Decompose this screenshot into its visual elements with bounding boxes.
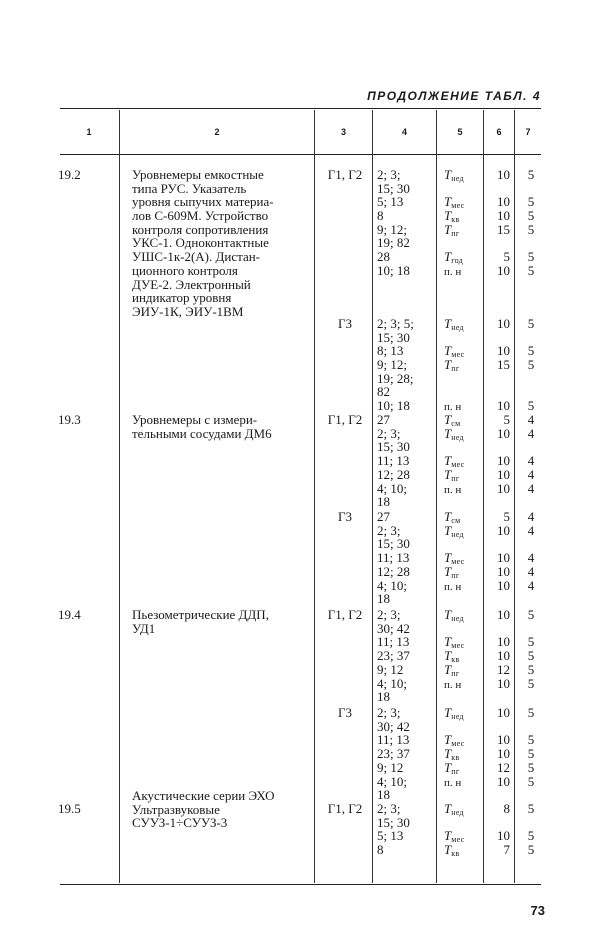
interval-values: 10; 18	[377, 262, 410, 278]
table-top-rule	[60, 108, 541, 109]
value-col6: 10	[497, 480, 510, 496]
interval-values: 2; 3; 15; 30	[377, 425, 410, 455]
value-col7: 5	[527, 773, 535, 789]
column-divider	[514, 110, 515, 883]
value-col6: 10	[497, 466, 510, 482]
period-type: $T_{пг}$	[444, 563, 460, 580]
group-code: Г1, Г2	[327, 801, 363, 816]
interval-values: 2; 3; 15; 30	[377, 522, 410, 552]
value-col6: 10	[497, 398, 510, 414]
interval-values: 28	[377, 249, 390, 265]
period-type: $T_{кв}$	[444, 842, 460, 859]
interval-values: 8	[377, 842, 384, 858]
interval-values: 5; 13	[377, 194, 404, 210]
period-type: $T_{пг}$	[444, 661, 460, 678]
table-bottom-rule	[60, 884, 541, 885]
value-col7: 5	[527, 828, 535, 844]
value-col7: 5	[527, 167, 535, 182]
value-col7: 5	[527, 343, 535, 359]
period-type: $T_{пг}$	[444, 221, 460, 238]
column-header-5: 5	[457, 127, 463, 137]
interval-values: 10; 18	[377, 398, 410, 414]
value-col6: 10	[497, 563, 510, 579]
group-code: Г3	[337, 316, 352, 331]
value-col7: 5	[527, 357, 535, 373]
interval-values: 8; 13	[377, 343, 404, 359]
interval-values: 9; 12	[377, 759, 404, 775]
row-number: 19.3	[58, 412, 81, 427]
period-type: п. н	[444, 401, 462, 414]
value-col7: 5	[527, 759, 535, 775]
device-description: Акустические серии ЭХО Ультразвуковые СУУЗ-1÷СУУЗ-3	[132, 788, 275, 831]
value-col6: 10	[497, 194, 510, 210]
value-col6: 10	[497, 828, 510, 844]
value-col7: 5	[527, 316, 535, 331]
period-type: $T_{кв}$	[444, 208, 460, 225]
value-col6: 10	[497, 634, 510, 650]
value-col6: 15	[497, 357, 510, 373]
interval-values: 4; 10; 18	[377, 480, 407, 510]
group-code: Г1, Г2	[327, 167, 363, 182]
group-code: Г1, Г2	[327, 412, 363, 427]
value-col7: 5	[527, 249, 535, 265]
period-type: $T_{мес}$	[444, 343, 465, 360]
value-col6: 10	[497, 453, 510, 469]
interval-values: 27	[377, 509, 390, 524]
period-type: $T_{кв}$	[444, 746, 460, 763]
period-type: $T_{мес}$	[444, 828, 465, 845]
column-header-3: 3	[340, 127, 346, 137]
value-col6: 10	[497, 732, 510, 748]
period-type: $T_{нед}$	[444, 425, 464, 442]
value-col7: 5	[527, 648, 535, 664]
value-col7: 5	[527, 221, 535, 237]
value-col7: 5	[527, 661, 535, 677]
interval-values: 23; 37	[377, 746, 410, 762]
row-number: 19.2	[58, 167, 81, 182]
value-col6: 10	[497, 208, 510, 224]
value-col7: 5	[527, 398, 535, 414]
column-divider	[119, 110, 120, 883]
row-number: 19.4	[58, 607, 81, 622]
value-col6: 10	[497, 705, 510, 720]
period-type: $T_{мес}$	[444, 550, 465, 567]
value-col7: 4	[527, 563, 535, 579]
value-col6: 10	[497, 167, 510, 182]
period-type: $T_{мес}$	[444, 732, 465, 749]
value-col7: 5	[527, 607, 535, 622]
value-col6: 12	[497, 661, 510, 677]
interval-values: 12; 28	[377, 466, 410, 482]
period-type: п. н	[444, 776, 462, 789]
interval-values: 11; 13	[377, 550, 410, 566]
period-type: п. н	[444, 580, 462, 593]
value-col7: 4	[527, 480, 535, 496]
value-col7: 5	[527, 732, 535, 748]
table-continuation-title: ПРОДОЛЖЕНИЕ ТАБЛ. 4	[367, 89, 541, 103]
interval-values: 2; 3; 30; 42	[377, 705, 410, 734]
interval-values: 12; 28	[377, 563, 410, 579]
period-type: $T_{см}$	[444, 509, 461, 525]
value-col7: 5	[527, 262, 535, 278]
value-col7: 5	[527, 208, 535, 224]
period-type: $T_{пг}$	[444, 466, 460, 483]
column-divider	[314, 110, 315, 883]
interval-values: 2; 3; 15; 30	[377, 801, 410, 830]
device-description: Уровнемеры с измери- тельными сосудами ДМ6	[132, 412, 272, 441]
value-col6: 10	[497, 648, 510, 664]
interval-values: 9; 12; 19; 28; 82	[377, 357, 414, 400]
interval-values: 4; 10; 18	[377, 577, 407, 607]
value-col6: 5	[503, 509, 510, 524]
interval-values: 2; 3; 5; 15; 30	[377, 316, 414, 345]
device-description: Пьезометрические ДДП, УД1	[132, 607, 269, 636]
value-col7: 4	[527, 509, 535, 524]
period-type: $T_{нед}$	[444, 607, 464, 623]
value-col6: 10	[497, 262, 510, 278]
row-number: 19.5	[58, 801, 81, 816]
period-type: $T_{пг}$	[444, 357, 460, 374]
value-col6: 10	[497, 746, 510, 762]
value-col6: 8	[503, 801, 510, 816]
value-col6: 5	[503, 249, 510, 265]
group-code: Г3	[337, 509, 352, 524]
value-col7: 4	[527, 453, 535, 469]
interval-values: 5; 13	[377, 828, 404, 844]
value-col7: 5	[527, 801, 535, 816]
value-col7: 5	[527, 842, 535, 858]
period-type: $T_{пг}$	[444, 759, 460, 776]
value-col7: 4	[527, 577, 535, 593]
period-type: п. н	[444, 678, 462, 691]
period-type: п. н	[444, 265, 462, 278]
value-col6: 10	[497, 607, 510, 622]
period-type: $T_{нед}$	[444, 316, 464, 332]
device-description: Уровнемеры емкостные типа РУС. Указатель уровня сыпучих материа- лов С-609М. Устройство контроля сопротивления УКС-1. Одноконтактные УШС-1к-2(А). Дистан- ционного контроля ДУЕ-2. Электронный индикатор уровня ЭИУ-1К, ЭИУ-1ВМ	[132, 167, 274, 319]
interval-values: 4; 10; 18	[377, 675, 407, 705]
period-type: $T_{кв}$	[444, 648, 460, 665]
interval-values: 11; 13	[377, 453, 410, 469]
period-type: $T_{нед}$	[444, 167, 464, 183]
column-header-2: 2	[214, 127, 220, 137]
value-col6: 10	[497, 577, 510, 593]
interval-values: 9; 12; 19; 82	[377, 221, 410, 251]
value-col7: 5	[527, 194, 535, 210]
interval-values: 11; 13	[377, 732, 410, 748]
column-header-7: 7	[525, 127, 531, 137]
period-type: $T_{нед}$	[444, 801, 464, 817]
period-type: $T_{нед}$	[444, 522, 464, 539]
value-col6: 10	[497, 773, 510, 789]
interval-values: 2; 3; 15; 30	[377, 167, 410, 196]
period-type: п. н	[444, 483, 462, 496]
period-type: $T_{см}$	[444, 412, 461, 428]
column-header-1: 1	[86, 127, 92, 137]
column-divider	[436, 110, 437, 883]
interval-values: 23; 37	[377, 648, 410, 664]
table-header-rule	[60, 154, 541, 155]
value-col6: 7	[503, 842, 510, 858]
value-col6: 10	[497, 522, 510, 538]
value-col7: 5	[527, 634, 535, 650]
period-type: $T_{нед}$	[444, 705, 464, 721]
value-col7: 5	[527, 705, 535, 720]
interval-values: 9; 12	[377, 661, 404, 677]
value-col6: 12	[497, 759, 510, 775]
value-col7: 4	[527, 522, 535, 538]
interval-values: 4; 10; 18	[377, 773, 407, 803]
value-col7: 4	[527, 550, 535, 566]
column-header-4: 4	[401, 127, 407, 137]
interval-values: 11; 13	[377, 634, 410, 650]
period-type: $T_{мес}$	[444, 453, 465, 470]
value-col6: 10	[497, 343, 510, 359]
value-col7: 4	[527, 466, 535, 482]
value-col7: 5	[527, 675, 535, 691]
page-number: 73	[530, 903, 545, 918]
value-col7: 4	[527, 425, 535, 441]
value-col6: 5	[503, 412, 510, 427]
group-code: Г1, Г2	[327, 607, 363, 622]
value-col6: 10	[497, 675, 510, 691]
period-type: $T_{год}$	[444, 249, 464, 266]
group-code: Г3	[337, 705, 352, 720]
value-col6: 10	[497, 425, 510, 441]
column-header-6: 6	[496, 127, 502, 137]
value-col6: 10	[497, 316, 510, 331]
period-type: $T_{мес}$	[444, 634, 465, 651]
value-col7: 4	[527, 412, 535, 427]
period-type: $T_{мес}$	[444, 194, 465, 211]
interval-values: 2; 3; 30; 42	[377, 607, 410, 636]
column-divider	[372, 110, 373, 883]
interval-values: 27	[377, 412, 390, 427]
value-col6: 10	[497, 550, 510, 566]
value-col7: 5	[527, 746, 535, 762]
value-col6: 15	[497, 221, 510, 237]
interval-values: 8	[377, 208, 384, 224]
